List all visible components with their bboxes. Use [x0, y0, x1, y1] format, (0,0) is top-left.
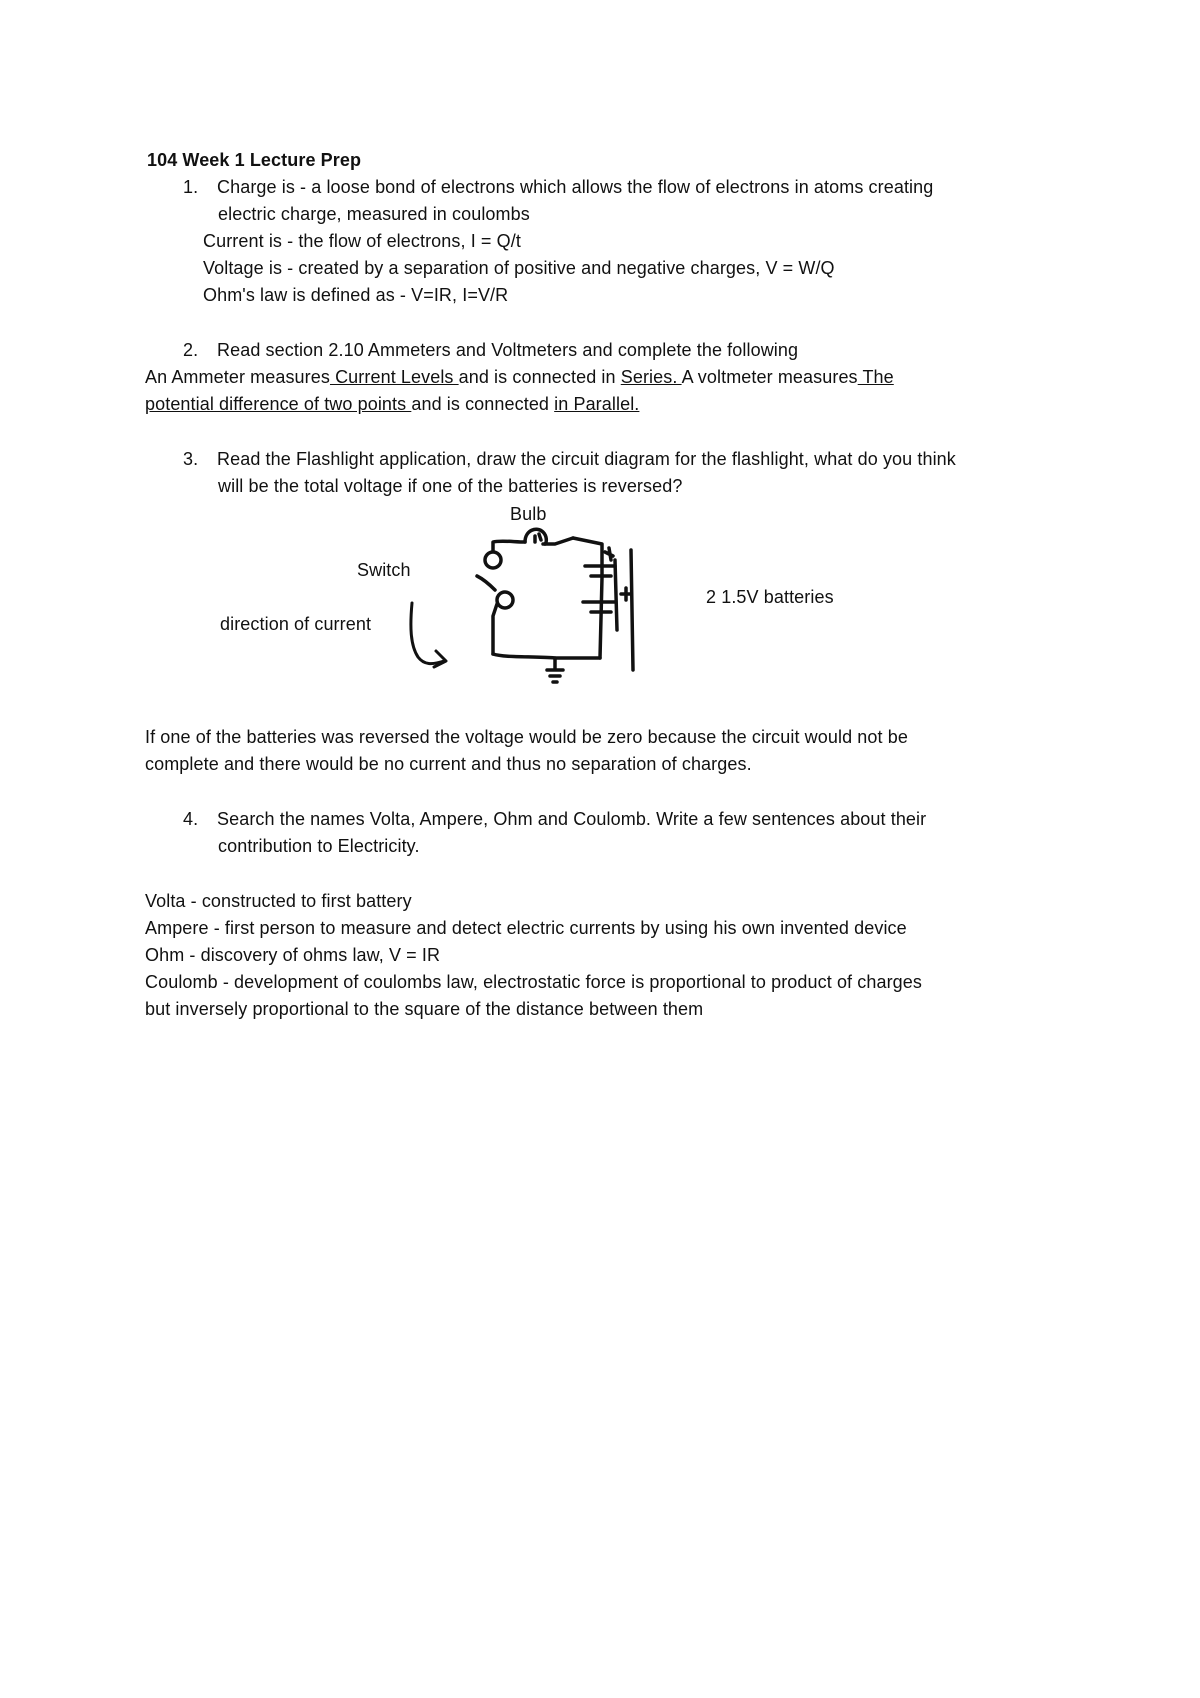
q4-prompt-continued: contribution to Electricity. — [218, 836, 420, 856]
q3-prompt: Read the Flashlight application, draw the circuit diagram for the flashlight, what do you think — [217, 449, 956, 469]
q4-number: 4. — [183, 809, 199, 829]
label-bulb: Bulb — [510, 504, 547, 524]
ground-symbol — [547, 658, 563, 682]
q4-line-1 — [183, 808, 926, 830]
q1-ohm: Ohm's law is defined as - V=IR, I=V/R — [203, 285, 509, 305]
q2-answer-line-1 — [145, 366, 894, 388]
q3-prompt-continued: will be the total voltage if one of the batteries is reversed? — [218, 476, 683, 496]
q2-answer-line-2 — [145, 393, 639, 415]
q2-text: and is connected in — [458, 367, 621, 387]
wire-top-left — [493, 541, 525, 550]
q1-current: Current is - the flow of electrons, I = Q/t — [203, 231, 521, 251]
wire-right — [573, 538, 602, 658]
q1-line-1 — [183, 176, 933, 198]
q2-text: A voltmeter measures — [681, 367, 858, 387]
switch-lever — [477, 576, 495, 590]
q1-number: 1. — [183, 177, 199, 197]
q1-charge-text: Charge is - a loose bond of electrons which allows the flow of electrons in atoms creating — [217, 177, 934, 197]
plus-sign — [621, 588, 631, 600]
q2-prompt-line — [183, 339, 798, 361]
q2-blank-ammeter-connection: Series. — [620, 367, 682, 387]
wire-left — [493, 604, 497, 654]
q1-voltage: Voltage is - created by a separation of positive and negative charges, V = W/Q — [203, 258, 835, 278]
q4-volta: Volta - constructed to first battery — [145, 891, 412, 911]
label-direction-of-current: direction of current — [220, 614, 372, 634]
q4-ohm: Ohm - discovery of ohms law, V = IR — [145, 945, 441, 965]
q2-text: An Ammeter measures — [145, 367, 330, 387]
q3-line-1 — [183, 448, 956, 470]
q2-blank-ammeter: Current Levels — [329, 367, 459, 387]
page-title: 104 Week 1 Lecture Prep — [147, 150, 362, 170]
q2-blank-voltmeter-connection: in Parallel. — [554, 394, 640, 414]
switch-contact-top — [485, 552, 501, 568]
battery-bracket — [615, 560, 617, 630]
q4-ampere: Ampere - first person to measure and detect electric currents by using his own invented device — [145, 918, 907, 938]
battery-2 — [583, 602, 615, 612]
bulb-filament — [535, 534, 541, 542]
battery-1 — [585, 566, 615, 576]
q4-prompt: Search the names Volta, Ampere, Ohm and Coulomb. Write a few sentences about their — [217, 809, 927, 829]
q2-blank-voltmeter: The — [857, 367, 894, 387]
q2-blank-voltmeter-cont: potential difference of two points — [145, 394, 412, 414]
label-batteries: 2 1.5V batteries — [706, 587, 834, 607]
q3-answer-line-2: complete and there would be no current and thus no separation of charges. — [145, 754, 752, 774]
wire-bottom — [493, 654, 600, 658]
label-switch: Switch — [357, 560, 411, 580]
q4-coulomb-line-2: but inversely proportional to the square of the distance between them — [145, 999, 704, 1019]
current-direction-arrow — [400, 595, 460, 675]
tick-mark — [605, 548, 613, 560]
q3-number: 3. — [183, 449, 199, 469]
flashlight-circuit-diagram — [455, 520, 675, 700]
q4-coulomb-line-1: Coulomb - development of coulombs law, electrostatic force is proportional to product of charges — [145, 972, 922, 992]
q3-answer-line-1: If one of the batteries was reversed the voltage would be zero because the circuit would not be — [145, 727, 908, 747]
battery-side-line — [631, 550, 633, 670]
q2-number: 2. — [183, 340, 199, 360]
switch-contact-bottom — [497, 592, 513, 608]
q2-prompt: Read section 2.10 Ammeters and Voltmeters and complete the following — [217, 340, 799, 360]
q2-text: and is connected — [411, 394, 555, 414]
q1-charge-continued: electric charge, measured in coulombs — [218, 204, 530, 224]
